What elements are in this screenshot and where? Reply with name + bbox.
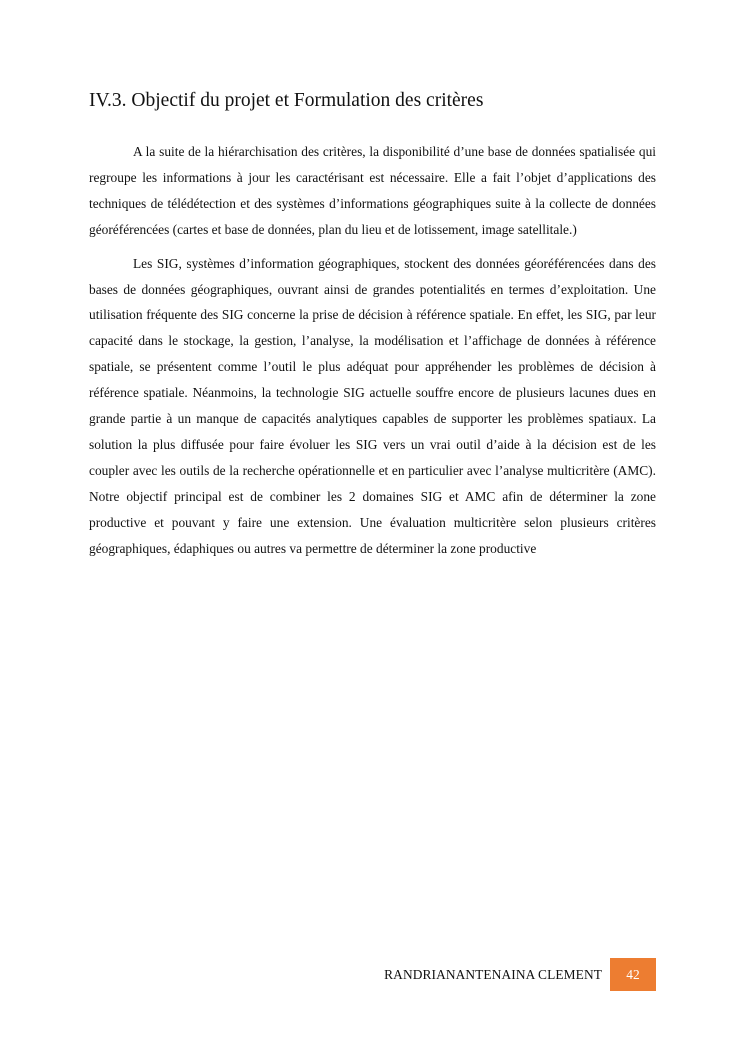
footer-author: RANDRIANANTENAINA CLEMENT	[384, 967, 602, 982]
page-number-badge: 42	[610, 958, 656, 991]
body-text	[89, 139, 656, 570]
page-footer	[300, 958, 656, 991]
section-heading: IV.3. Objectif du projet et Formulation des critères	[89, 90, 484, 111]
paragraph-2: Les SIG, systèmes d’information géographiques, stockent des données géoréférencées dans des bases de données géographiques, ouvrant ainsi de grandes potentialités en termes d’exploitation. Une utilisation fréquente des SIG concerne la prise de décision à référence spatiale. En effet, les SIG, par leur capacité dans le stockage, la gestion, l’analyse, la modélisation et l’affichage de données à référence spatiale, se présentent comme l’outil le plus adéquat pour appréhender les problèmes de décision à référence spatiale. Néanmoins, la technologie SIG actuelle souffre encore de plusieurs lacunes dues en grande partie à un manque de capacités analytiques capables de supporter les problèmes spatiaux. La solution la plus diffusée pour faire évoluer les SIG vers un vrai outil d’aide à la décision est de les coupler avec les outils de la recherche opérationnelle et en particulier avec l’analyse multicritère (AMC). Notre objectif principal est de combiner les 2 domaines SIG et AMC afin de déterminer la zone productive et pouvant y faire une extension. Une évaluation multicritère selon plusieurs critères géographiques, édaphiques ou autres va permettre de déterminer la zone productive	[89, 255, 656, 556]
paragraph-1: A la suite de la hiérarchisation des critères, la disponibilité d’une base de données spatialisée qui regroupe les informations à jour les caractérisant est nécessaire. Elle a fait l’objet d’applications des techniques de télédétection et des systèmes d’informations géographiques suite à la collecte de données géoréférencées (cartes et base de données, plan du lieu et de lotissement, image satellitale.)	[89, 144, 656, 237]
